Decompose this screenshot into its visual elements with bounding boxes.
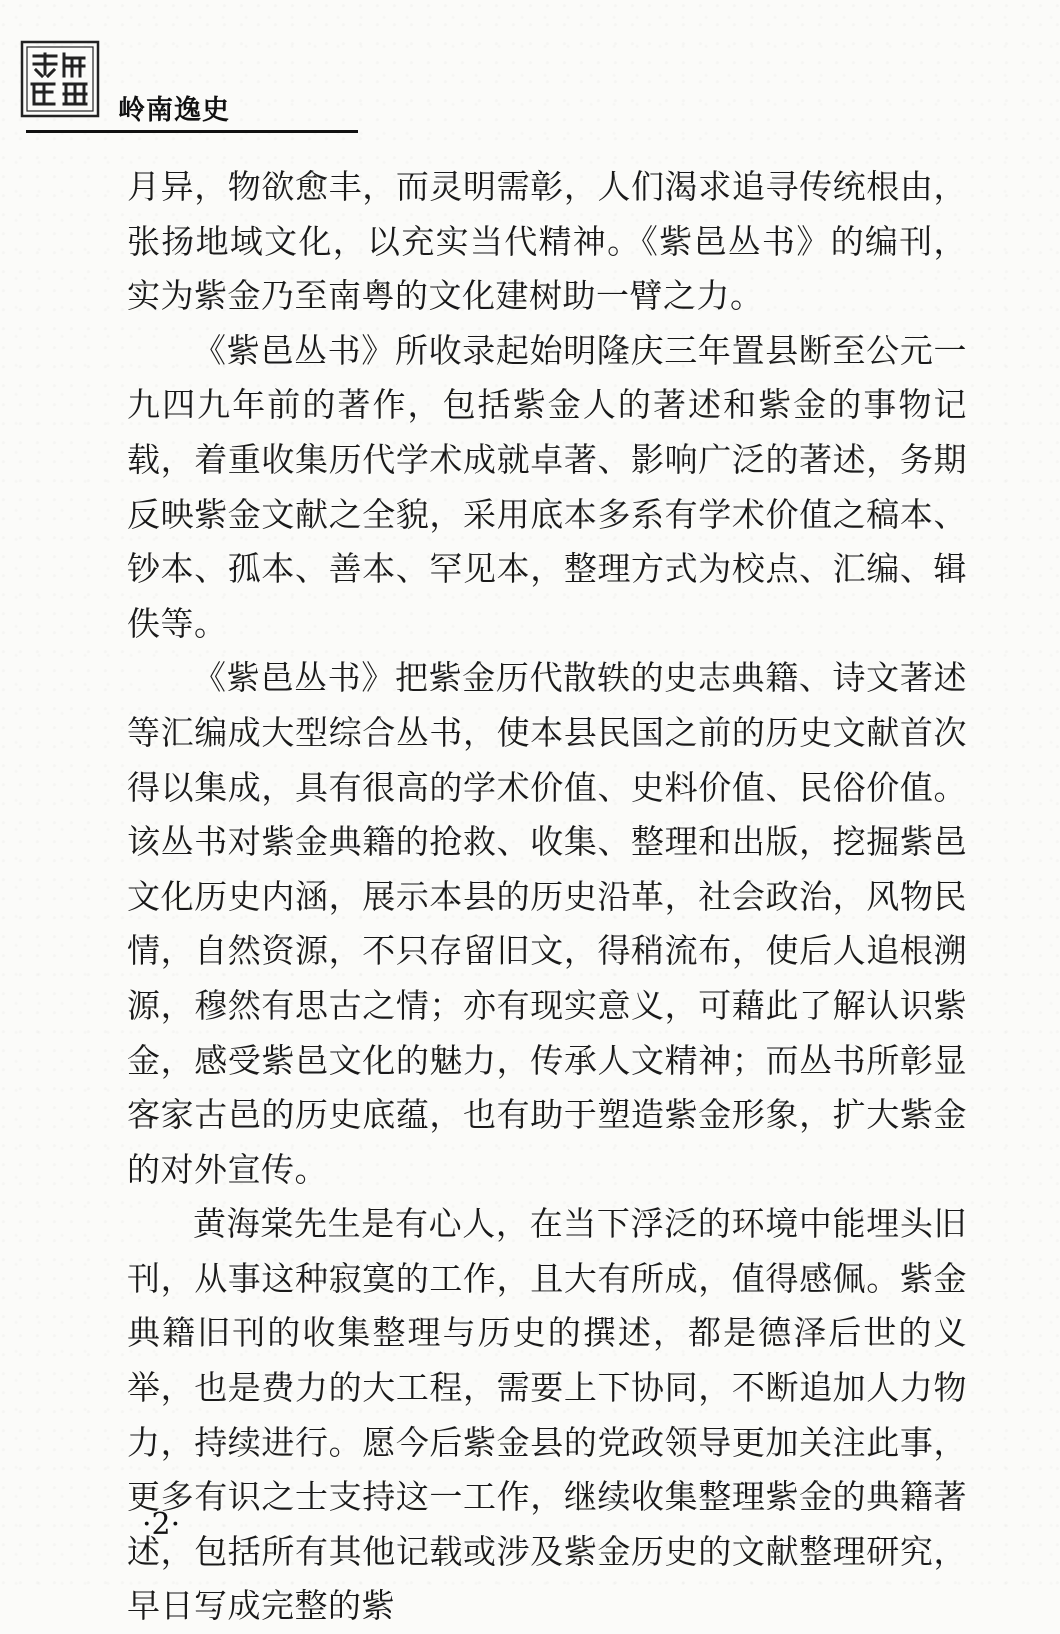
paragraph-4: 黄海棠先生是有心人，在当下浮泛的环境中能埋头旧刊，从事这种寂寞的工作，且大有所成，值得感佩。紫金典籍旧刊的收集整理与历史的撰述，都是德泽后世的义举，也是费力的大工程，需要上下协同，不断追加人力物力，持续进行。愿今后紫金县的党政领导更加关注此事，更多有识之士支持这一工作，继续收集整理紫金的典籍著述，包括所有其他记载或涉及紫金历史的文献整理研究，早日写成完整的紫 [127, 1204, 967, 1626]
page-number: ·2· [142, 1507, 181, 1542]
paragraph-1: 月异，物欲愈丰，而灵明需彰，人们渴求追寻传统根由，张扬地域文化，以充实当代精神。《紫邑丛书》的编刊，实为紫金乃至南粤的文化建树助一臂之力。 [127, 167, 967, 316]
paragraph-2: 《紫邑丛书》所收录起始明隆庆三年置县断至公元一九四九年前的著作，包括紫金人的著述和紫金的事物记载，着重收集历代学术成就卓著、影响广泛的著述，务期反映紫金文献之全貌，采用底本多系有学术价值之稿本、钞本、孤本、善本、罕见本，整理方式为校点、汇编、辑佚等。 [127, 330, 967, 643]
seal-logo-icon [20, 40, 100, 118]
running-head: 岭南逸史 [118, 95, 230, 126]
body-text [127, 160, 967, 1634]
header-rule [26, 130, 358, 133]
paragraph-3: 《紫邑丛书》把紫金历代散轶的史志典籍、诗文著述等汇编成大型综合丛书，使本县民国之前的历史文献首次得以集成，具有很高的学术价值、史料价值、民俗价值。该丛书对紫金典籍的抢救、收集、整理和出版，挖掘紫邑文化历史内涵，展示本县的历史沿革，社会政治，风物民情，自然资源，不只存留旧文，得稍流布，使后人追根溯源，穆然有思古之情；亦有现实意义，可藉此了解认识紫金，感受紫邑文化的魅力，传承人文精神；而丛书所彰显客家古邑的历史底蕴，也有助于塑造紫金形象，扩大紫金的对外宣传。 [127, 658, 967, 1189]
